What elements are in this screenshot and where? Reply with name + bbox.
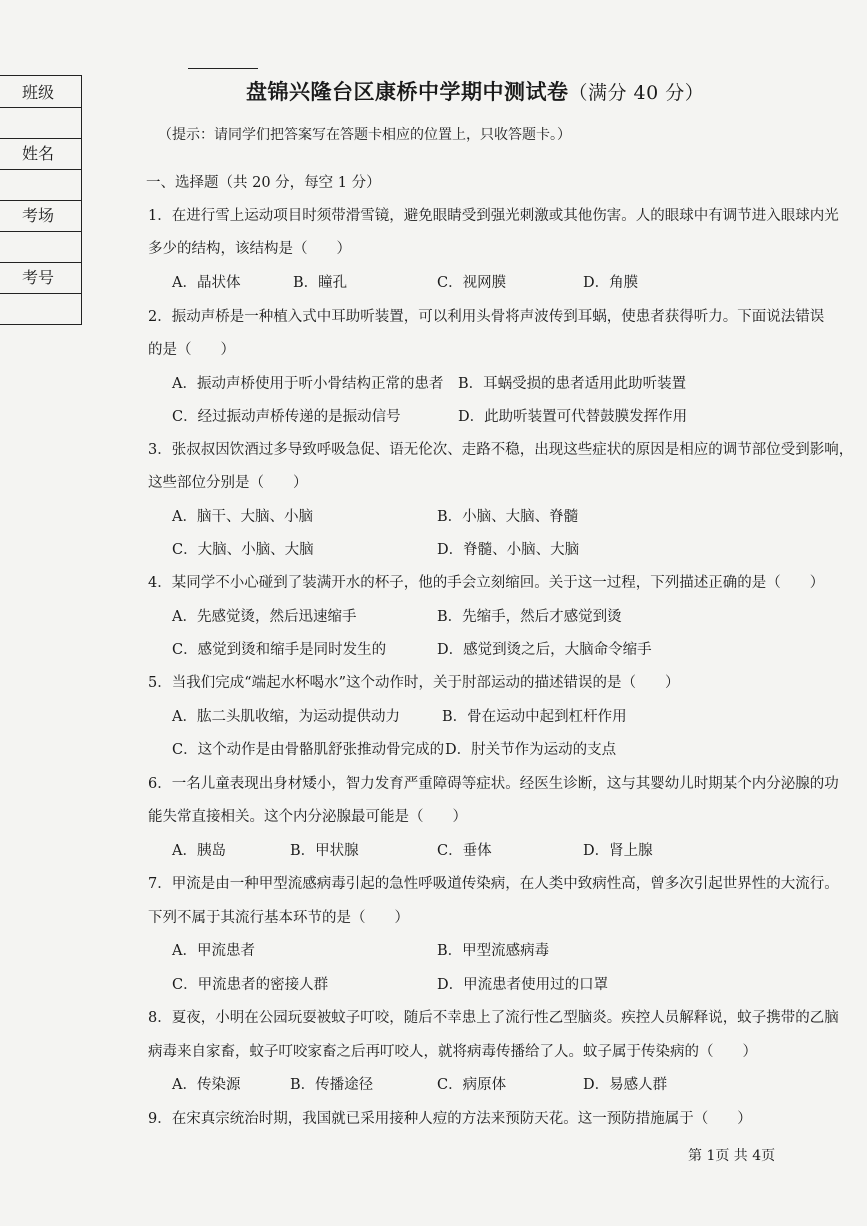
name-label: 姓名	[22, 144, 55, 163]
page-footer: 第 1页 共 4页	[688, 1148, 776, 1164]
page-title	[246, 76, 704, 106]
question-3-option-c: C．大脑、小脑、大脑	[172, 542, 314, 558]
question-2-line-1: 2．振动声桥是一种植入式中耳助听装置，可以利用头骨将声波传到耳蜗，使患者获得听力。下面说法错误	[148, 309, 825, 325]
class-label: 班级	[22, 83, 55, 102]
question-3-line-2: 这些部位分别是（ ）	[148, 475, 308, 491]
question-8-option-d: D．易感人群	[583, 1077, 668, 1093]
question-4-option-d: D．感觉到烫之后，大脑命令缩手	[437, 642, 652, 658]
question-4-option-a: A．先感觉烫，然后迅速缩手	[172, 609, 357, 625]
question-2-option-c: C．经过振动声桥传递的是振动信号	[172, 409, 401, 425]
question-4-option-c: C．感觉到烫和缩手是同时发生的	[172, 642, 387, 658]
top-rule	[188, 68, 258, 69]
question-1-option-b: B．瞳孔	[293, 275, 348, 291]
question-5-line-1: 5．当我们完成“端起水杯喝水”这个动作时，关于肘部运动的描述错误的是（ ）	[148, 675, 680, 691]
question-5-option-a: A．肱二头肌收缩，为运动提供动力	[172, 709, 400, 725]
question-2-line-2: 的是（ ）	[148, 342, 235, 358]
question-3-line-1: 3．张叔叔因饮酒过多导致呼吸急促、语无伦次、走路不稳，出现这些症状的原因是相应的调节部位受到影响，	[148, 442, 854, 458]
question-5-option-b: B．骨在运动中起到杠杆作用	[442, 709, 627, 725]
question-3-option-b: B．小脑、大脑、脊髓	[437, 509, 579, 525]
question-2-option-d: D．此助听装置可代替鼓膜发挥作用	[458, 409, 688, 425]
question-6-option-d: D．肾上腺	[583, 843, 653, 859]
question-4-option-b: B．先缩手，然后才感觉到烫	[437, 609, 622, 625]
exam-number-label: 考号	[22, 268, 55, 287]
question-1-line-2: 多少的结构，该结构是（ ）	[148, 241, 351, 257]
title-score: （满分 40 分）	[568, 82, 705, 104]
question-6-option-a: A．胰岛	[172, 843, 226, 859]
info-row	[0, 231, 81, 263]
section-title: 一、选择题（共 20 分，每空 1 分）	[146, 175, 381, 191]
info-row	[0, 107, 81, 139]
question-7-option-b: B．甲型流感病毒	[437, 943, 550, 959]
question-2-option-b: B．耳蜗受损的患者适用此助听装置	[458, 376, 687, 392]
question-7-option-c: C．甲流患者的密接人群	[172, 977, 329, 993]
question-5-option-d: D．肘关节作为运动的支点	[445, 742, 617, 758]
question-7-line-1: 7．甲流是由一种甲型流感病毒引起的急性呼吸道传染病，在人类中致病性高，曾多次引起世界性的大流行。	[148, 876, 839, 892]
question-6-line-2: 能失常直接相关。这个内分泌腺最可能是（ ）	[148, 809, 467, 825]
question-8-option-c: C．病原体	[437, 1077, 507, 1093]
question-9-line-1: 9．在宋真宗统治时期，我国就已采用接种人痘的方法来预防天花。这一预防措施属于（ ）	[148, 1111, 752, 1127]
question-6-line-1: 6．一名儿童表现出身材矮小，智力发育严重障碍等症状。经医生诊断，这与其婴幼儿时期某个内分泌腺的功	[148, 776, 839, 792]
question-1-option-a: A．晶状体	[172, 275, 241, 291]
question-8-option-a: A．传染源	[172, 1077, 241, 1093]
question-2-option-a: A．振动声桥使用于听小骨结构正常的患者	[172, 376, 444, 392]
question-6-option-c: C．垂体	[437, 843, 492, 859]
question-8-option-b: B．传播途径	[290, 1077, 374, 1093]
question-3-option-a: A．脑干、大脑、小脑	[172, 509, 313, 525]
exam-room-label: 考场	[22, 206, 55, 225]
title-main: 盘锦兴隆台区康桥中学期中测试卷	[246, 79, 569, 104]
info-row	[0, 169, 81, 201]
question-8-line-2: 病毒来自家畜，蚊子叮咬家畜之后再叮咬人，就将病毒传播给了人。蚊子属于传染病的（ ）	[148, 1044, 757, 1060]
question-7-option-d: D．甲流患者使用过的口罩	[437, 977, 609, 993]
question-1-line-1: 1．在进行雪上运动项目时须带滑雪镜，避免眼睛受到强光刺激或其他伤害。人的眼球中有调节进入眼球内光	[148, 208, 839, 224]
question-6-option-b: B．甲状腺	[290, 843, 359, 859]
question-1-option-c: C．视网膜	[437, 275, 507, 291]
question-1-option-d: D．角膜	[583, 275, 639, 291]
question-7-line-2: 下列不属于其流行基本环节的是（ ）	[148, 910, 409, 926]
question-8-line-1: 8．夏夜，小明在公园玩耍被蚊子叮咬，随后不幸患上了流行性乙型脑炎。疾控人员解释说，蚊子携带的乙脑	[148, 1010, 839, 1026]
question-5-option-c: C．这个动作是由骨骼肌舒张推动骨完成的	[172, 742, 445, 758]
answer-hint: （提示：请同学们把答案写在答题卡相应的位置上，只收答题卡。）	[158, 127, 571, 143]
student-info-box	[0, 75, 82, 325]
question-7-option-a: A．甲流患者	[172, 943, 255, 959]
question-3-option-d: D．脊髓、小脑、大脑	[437, 542, 580, 558]
question-4-line-1: 4．某同学不小心碰到了装满开水的杯子，他的手会立刻缩回。关于这一过程，下列描述正确的是（ ）	[148, 575, 825, 591]
